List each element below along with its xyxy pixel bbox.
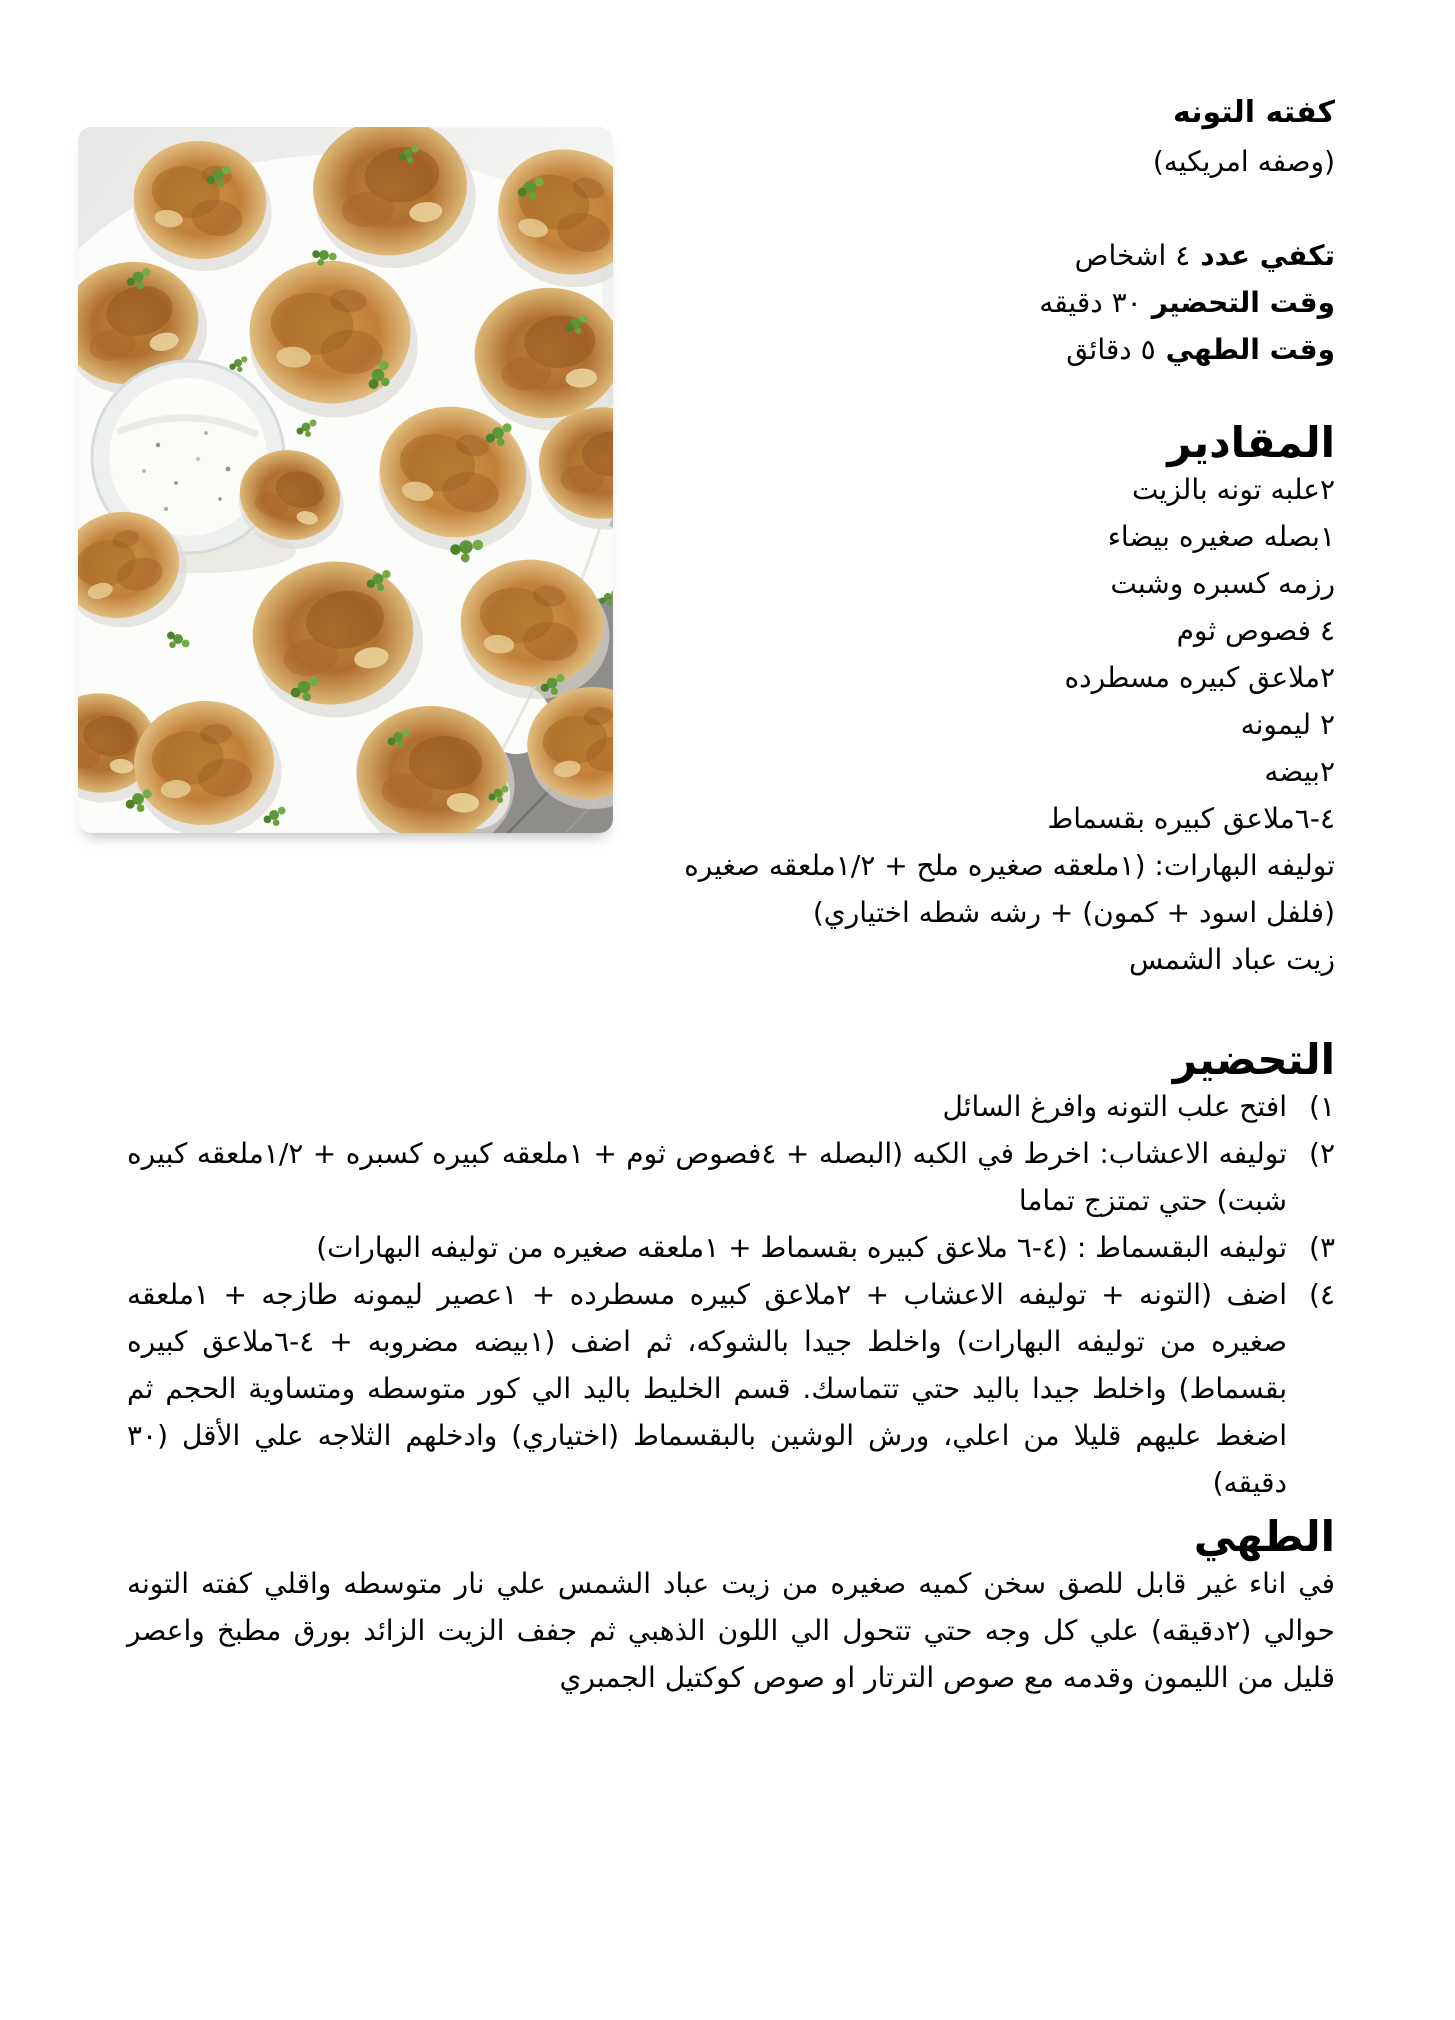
prep-step [127, 1271, 1335, 1506]
servings-value: ٤ اشخاص [1074, 239, 1191, 272]
step-number: ١) [1309, 1090, 1335, 1123]
tuna-patties-illustration [78, 127, 613, 833]
step-number: ٢) [1309, 1137, 1335, 1170]
recipe-subtitle: (وصفه امريكيه) [1152, 145, 1335, 178]
ingredient-item: رزمه كسبره وشبت [1110, 567, 1335, 600]
ingredient-item: ٤-٦ملاعق كبيره بقسماط [1047, 802, 1335, 835]
ingredient-item: ٢ ليمونه [1240, 708, 1335, 741]
page-title: كفته التونه [1173, 95, 1335, 130]
preparation-section [127, 1036, 1335, 1506]
prep-step [127, 1130, 1335, 1224]
ingredient-item: ٤ فصوص ثوم [1176, 614, 1335, 647]
cooking-instructions: في اناء غير قابل للصق سخن كميه صغيره من زيت عباد الشمس علي نار متوسطه واقلي كفته التونه حوالي (٢دقيقه) علي كل وجه حتي تتحول الي اللون الذهبي ثم جفف الزيت الزائد بورق مطبخ واعصر قليل من الليمون وقدمه مع صوص الترتار او صوص كوكتيل الجمبري [127, 1567, 1335, 1694]
ingredients-heading: المقادير [1167, 418, 1335, 467]
step-text: اضف (التونه + توليفه الاعشاب + ٢ملاعق كبيره مسطرده + ١عصير ليمونه طازجه + ١ملعقه صغيره من توليفه البهارات) واخلط جيدا بالشوكه، ثم اضف (١بيضه مضروبه + ٤-٦ملاعق كبيره بقسماط) واخلط جيدا باليد حتي تتماسك. قسم الخليط باليد الي كور متوسطه ومتساوية الحجم ثم اضغط عليهم قليلا من اعلي، ورش الوشين بالبقسماط (اختياري) وادخلهم الثلاجه علي الأقل (٣٠ دقيقه) [127, 1278, 1287, 1499]
step-number: ٣) [1309, 1231, 1335, 1264]
ingredient-item: زيت عباد الشمس [1129, 943, 1335, 976]
ingredient-item: ٢بيضه [1264, 755, 1335, 788]
prep-time-value: ٣٠ دقيقه [1039, 286, 1142, 319]
cooking-section [127, 1513, 1335, 1701]
step-text: افتح علب التونه وافرغ السائل [942, 1090, 1287, 1123]
step-number: ٤) [1309, 1278, 1335, 1311]
servings-label: تكفي عدد [1200, 239, 1335, 272]
step-text: توليفه البقسماط : (٤-٦ ملاعق كبيره بقسماط + ١ملعقه صغيره من توليفه البهارات) [316, 1231, 1287, 1264]
cook-time-label: وقت الطهي [1165, 333, 1335, 366]
step-text: توليفه الاعشاب: اخرط في الكبه (البصله + ٤فصوص ثوم + ١ملعقه كبيره كسبره + ١/٢ملعقه كبيره شبت) حتي تمتزج تماما [127, 1137, 1287, 1217]
cook-time-row [630, 326, 1335, 373]
ingredient-item: ٢ملاعق كبيره مسطرده [1064, 661, 1335, 694]
preparation-steps [127, 1083, 1335, 1506]
recipe-meta [630, 232, 1335, 373]
prep-step [127, 1224, 1335, 1271]
ingredients-list [630, 466, 1335, 983]
servings-row [630, 232, 1335, 279]
ingredient-item: ١بصله صغيره بيضاء [1107, 520, 1335, 553]
ingredient-item: توليفه البهارات: (١ملعقه صغيره ملح + ١/٢ملعقه صغيره (فلفل اسود + كمون) + رشه شطه اختياري) [684, 849, 1335, 929]
prep-step [127, 1083, 1335, 1130]
recipe-photo [78, 127, 613, 833]
prep-time-label: وقت التحضير [1151, 286, 1335, 319]
cooking-heading: الطهي [1193, 1512, 1335, 1561]
cook-time-value: ٥ دقائق [1066, 333, 1156, 366]
prep-time-row [630, 279, 1335, 326]
recipe-header-column [630, 88, 1335, 983]
ingredient-item: ٢علبه تونه بالزيت [1132, 473, 1335, 506]
preparation-heading: التحضير [1172, 1035, 1335, 1084]
